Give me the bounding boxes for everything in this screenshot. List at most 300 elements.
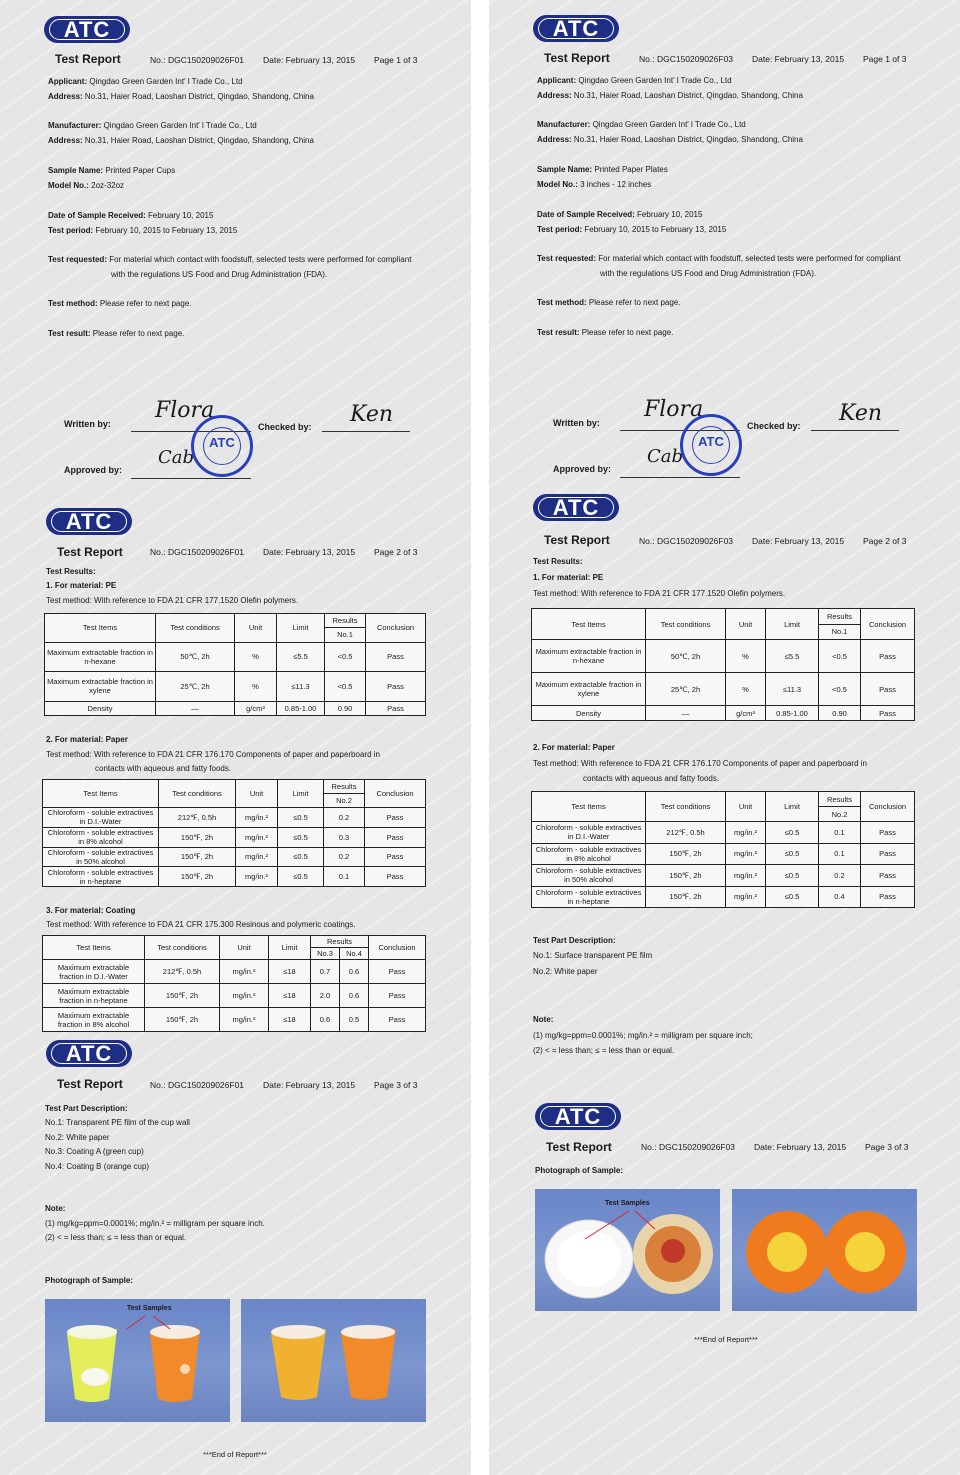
paper-results-table bbox=[42, 779, 426, 887]
approved-by-label: Approved by: bbox=[553, 464, 612, 474]
th-results: Results bbox=[819, 792, 861, 807]
cell: 0.3 bbox=[324, 827, 365, 847]
cell: Pass bbox=[365, 867, 426, 887]
cell: Pass bbox=[365, 827, 426, 847]
cell: Pass bbox=[861, 640, 915, 673]
cell: 212℉, 0.5h bbox=[646, 822, 726, 844]
result-value: Please refer to next page. bbox=[92, 329, 185, 338]
th-test-items: Test Items bbox=[532, 609, 646, 640]
cell: ≤0.5 bbox=[766, 843, 819, 865]
cell: Pass bbox=[365, 808, 426, 828]
material-pe-heading: 1. For material: PE bbox=[46, 581, 117, 590]
atc-logo: ATC bbox=[46, 508, 132, 535]
note-title: Note: bbox=[533, 1015, 554, 1024]
cell: Pass bbox=[366, 642, 426, 672]
report-date: Date: February 13, 2015 bbox=[263, 1080, 356, 1090]
cell: <0.5 bbox=[819, 640, 861, 673]
cell: Chloroform - soluble extractives in 50% alcohol bbox=[532, 865, 646, 887]
cell: <0.5 bbox=[819, 673, 861, 706]
report-header bbox=[546, 1140, 612, 1154]
page-number: Page 2 of 3 bbox=[374, 547, 418, 557]
cell: Density bbox=[532, 706, 646, 721]
cell: mg/in.² bbox=[726, 865, 766, 887]
atc-logo: ATC bbox=[533, 494, 619, 521]
cell: 0.6 bbox=[311, 1008, 340, 1032]
sample-photo-cups-2 bbox=[241, 1299, 426, 1422]
photo-caption: Test Samples bbox=[127, 1305, 172, 1312]
part-item: No.2: White paper bbox=[533, 967, 598, 976]
requested-value: For material which contact with foodstuff, selected tests were performed for compliant bbox=[109, 255, 412, 264]
th-conclusion: Conclusion bbox=[369, 936, 426, 960]
cell: ≤18 bbox=[269, 1008, 311, 1032]
cell: ≤18 bbox=[269, 960, 311, 984]
report-header bbox=[55, 52, 121, 66]
method-value: Please refer to next page. bbox=[588, 298, 681, 307]
report-header bbox=[57, 545, 123, 559]
pe-results-table bbox=[531, 608, 915, 721]
report-date: Date: February 13, 2015 bbox=[263, 547, 356, 557]
part-item: No.1: Surface transparent PE film bbox=[533, 951, 653, 960]
table-row bbox=[43, 1008, 426, 1032]
material-paper-heading: 2. For material: Paper bbox=[533, 743, 615, 752]
th-test-items: Test Items bbox=[43, 780, 159, 808]
cell: Chloroform - soluble extractives in D.I.-Water bbox=[43, 808, 159, 828]
applicant-label: Applicant: bbox=[48, 77, 88, 86]
period-value: February 10, 2015 to February 13, 2015 bbox=[95, 226, 238, 235]
model-value: 2oz-32oz bbox=[91, 181, 125, 190]
cell: Pass bbox=[369, 1008, 426, 1032]
address-label: Address: bbox=[537, 91, 572, 100]
cell: g/cm³ bbox=[726, 706, 766, 721]
th-sample-no: No.2 bbox=[819, 807, 861, 822]
cell: 0.85-1.00 bbox=[766, 706, 819, 721]
applicant-value: Qingdao Green Garden Int' l Trade Co., Ltd bbox=[89, 77, 243, 86]
th-conclusion: Conclusion bbox=[861, 609, 915, 640]
cell: 0.4 bbox=[819, 886, 861, 908]
th-sample-no: No.1 bbox=[819, 624, 861, 640]
cell: 212℉, 0.5h bbox=[145, 960, 220, 984]
cell: 150℉, 2h bbox=[159, 847, 236, 867]
note-item: (1) mg/kg=ppm=0.0001%; mg/in.² = milligram per square inch. bbox=[45, 1219, 265, 1228]
th-test-items: Test Items bbox=[532, 792, 646, 822]
table-row bbox=[43, 867, 426, 887]
cell: 0.1 bbox=[819, 822, 861, 844]
cell: 50℃, 2h bbox=[646, 640, 726, 673]
cell: Pass bbox=[365, 847, 426, 867]
period-label: Test period: bbox=[537, 225, 583, 234]
written-signature: Flora bbox=[155, 398, 215, 423]
cups-illustration bbox=[45, 1299, 230, 1422]
material-paper-heading: 2. For material: Paper bbox=[46, 735, 128, 744]
address-line-2 bbox=[48, 136, 314, 145]
address-label: Address: bbox=[537, 135, 572, 144]
th-test-conditions: Test conditions bbox=[145, 936, 220, 960]
manufacturer-value: Qingdao Green Garden Int' l Trade Co., Ltd bbox=[103, 121, 257, 130]
cell: mg/in.² bbox=[220, 984, 269, 1008]
period-line bbox=[537, 225, 726, 234]
report-date: Date: February 13, 2015 bbox=[754, 1142, 847, 1152]
approved-signature: Cab bbox=[647, 446, 684, 467]
cell: <0.5 bbox=[325, 672, 366, 702]
written-signature: Flora bbox=[644, 397, 704, 422]
result-value: Please refer to next page. bbox=[581, 328, 674, 337]
table-row bbox=[43, 827, 426, 847]
cell: 25℃, 2h bbox=[156, 672, 235, 702]
approved-signature: Cab bbox=[158, 447, 195, 468]
cell: 0.90 bbox=[819, 706, 861, 721]
cell: — bbox=[646, 706, 726, 721]
applicant-line bbox=[48, 77, 243, 86]
received-label: Date of Sample Received: bbox=[48, 211, 146, 220]
material-pe-method: Test method: With reference to FDA 21 CFR 177.1520 Olefin polymers. bbox=[46, 596, 299, 605]
table-row bbox=[43, 808, 426, 828]
result-line bbox=[48, 329, 184, 338]
requested-label: Test requested: bbox=[537, 254, 596, 263]
cell: 0.85-1.00 bbox=[277, 701, 325, 715]
cell: Maximum extractable fraction in D.I.-Water bbox=[43, 960, 145, 984]
atc-logo: ATC bbox=[533, 15, 619, 42]
cell: mg/in.² bbox=[220, 960, 269, 984]
cell: ≤11.3 bbox=[766, 673, 819, 706]
cell: — bbox=[156, 701, 235, 715]
model-label: Model No.: bbox=[48, 181, 89, 190]
cell: mg/in.² bbox=[726, 886, 766, 908]
th-test-conditions: Test conditions bbox=[646, 792, 726, 822]
th-sample-no: No.2 bbox=[324, 794, 365, 808]
cell: 212℉, 0.5h bbox=[159, 808, 236, 828]
method-line bbox=[537, 298, 681, 307]
page-number: Page 1 of 3 bbox=[374, 55, 418, 65]
table-row bbox=[532, 822, 915, 844]
th-test-conditions: Test conditions bbox=[646, 609, 726, 640]
cell: mg/in.² bbox=[220, 1008, 269, 1032]
address-line-2 bbox=[537, 135, 803, 144]
result-label: Test result: bbox=[537, 328, 580, 337]
received-line bbox=[48, 211, 213, 220]
method-value: Please refer to next page. bbox=[99, 299, 192, 308]
approved-by-label: Approved by: bbox=[64, 465, 123, 475]
th-limit: Limit bbox=[766, 609, 819, 640]
cell: 0.2 bbox=[324, 808, 365, 828]
address-value: No.31, Haier Road, Laoshan District, Qingdao, Shandong, China bbox=[84, 136, 314, 145]
th-sample-no: No.1 bbox=[325, 628, 366, 642]
table-row bbox=[45, 701, 426, 715]
cell: ≤18 bbox=[269, 984, 311, 1008]
material-pe-method: Test method: With reference to FDA 21 CFR 177.1520 Olefin polymers. bbox=[533, 589, 786, 598]
sample-photo-plates-1 bbox=[535, 1189, 720, 1311]
requested-line bbox=[537, 254, 900, 263]
table-row bbox=[43, 984, 426, 1008]
atc-logo: ATC bbox=[44, 16, 130, 43]
table-row bbox=[532, 865, 915, 887]
cell: Pass bbox=[369, 984, 426, 1008]
received-label: Date of Sample Received: bbox=[537, 210, 635, 219]
manufacturer-label: Manufacturer: bbox=[537, 120, 591, 129]
part-description-title: Test Part Description: bbox=[533, 936, 616, 945]
th-unit: Unit bbox=[236, 780, 278, 808]
method-line bbox=[48, 299, 192, 308]
address-value: No.31, Haier Road, Laoshan District, Qingdao, Shandong, China bbox=[573, 135, 803, 144]
address-line bbox=[537, 91, 803, 100]
report-title: Test Report bbox=[544, 533, 610, 547]
manufacturer-line bbox=[537, 120, 746, 129]
report-title: Test Report bbox=[57, 1077, 123, 1091]
th-unit: Unit bbox=[726, 792, 766, 822]
requested-line-2: with the regulations US Food and Drug Administration (FDA). bbox=[600, 269, 817, 278]
requested-label: Test requested: bbox=[48, 255, 107, 264]
atc-logo: ATC bbox=[46, 1040, 132, 1067]
cell: 150℉, 2h bbox=[646, 843, 726, 865]
applicant-value: Qingdao Green Garden Int' l Trade Co., Ltd bbox=[578, 76, 732, 85]
address-line bbox=[48, 92, 314, 101]
th-conclusion: Conclusion bbox=[365, 780, 426, 808]
th-limit: Limit bbox=[277, 614, 325, 643]
atc-approved-stamp: ATC bbox=[191, 415, 253, 477]
report-number: No.: DGC150209026F03 bbox=[639, 536, 734, 546]
plates-illustration bbox=[732, 1189, 917, 1311]
page-number: Page 3 of 3 bbox=[374, 1080, 418, 1090]
cell: 150℉, 2h bbox=[145, 1008, 220, 1032]
report-number: No.: DGC150209026F01 bbox=[150, 1080, 245, 1090]
report-header bbox=[544, 51, 610, 65]
th-test-conditions: Test conditions bbox=[156, 614, 235, 643]
th-limit: Limit bbox=[766, 792, 819, 822]
written-by-label: Written by: bbox=[64, 419, 111, 429]
period-line bbox=[48, 226, 237, 235]
material-paper-method: Test method: With reference to FDA 21 CFR 176.170 Components of paper and paperboard in bbox=[46, 750, 380, 759]
cell: 50℃, 2h bbox=[156, 642, 235, 672]
th-unit: Unit bbox=[726, 609, 766, 640]
cell: mg/in.² bbox=[726, 822, 766, 844]
sample-name-value: Printed Paper Cups bbox=[105, 166, 176, 175]
report-title: Test Report bbox=[55, 52, 121, 66]
table-row bbox=[532, 843, 915, 865]
sample-photo-plates-2 bbox=[732, 1189, 917, 1311]
checked-signature: Ken bbox=[350, 402, 394, 427]
report-number: No.: DGC150209026F01 bbox=[150, 55, 245, 65]
cell: Chloroform - soluble extractives in D.I.-Water bbox=[532, 822, 646, 844]
sample-name-value: Printed Paper Plates bbox=[594, 165, 668, 174]
address-label: Address: bbox=[48, 136, 83, 145]
cell: Pass bbox=[861, 865, 915, 887]
checked-signature-line bbox=[322, 431, 410, 432]
table-row bbox=[45, 672, 426, 702]
report-date: Date: February 13, 2015 bbox=[752, 54, 845, 64]
cell: ≤0.5 bbox=[766, 822, 819, 844]
checked-by-label: Checked by: bbox=[747, 421, 801, 431]
written-by-label: Written by: bbox=[553, 418, 600, 428]
cell: ≤0.5 bbox=[766, 865, 819, 887]
part-item: No.4: Coating B (orange cup) bbox=[45, 1162, 150, 1171]
table-row bbox=[532, 886, 915, 908]
report-date: Date: February 13, 2015 bbox=[263, 55, 356, 65]
report-number: No.: DGC150209026F01 bbox=[150, 547, 245, 557]
cell: Maximum extractable fraction in n-hexane bbox=[45, 642, 156, 672]
sample-photo-cups-1 bbox=[45, 1299, 230, 1422]
cell: Chloroform - soluble extractives in 50% alcohol bbox=[43, 847, 159, 867]
cell: % bbox=[235, 642, 277, 672]
cell: % bbox=[235, 672, 277, 702]
cell: mg/in.² bbox=[726, 843, 766, 865]
report-number: No.: DGC150209026F03 bbox=[641, 1142, 736, 1152]
period-label: Test period: bbox=[48, 226, 94, 235]
note-item: (2) < = less than; ≤ = less than or equal. bbox=[45, 1233, 187, 1242]
atc-approved-stamp: ATC bbox=[680, 414, 742, 476]
note-title: Note: bbox=[45, 1204, 66, 1213]
model-label: Model No.: bbox=[537, 180, 578, 189]
photo-caption: Test Samples bbox=[605, 1200, 650, 1207]
th-sample-no3: No.3 bbox=[311, 948, 340, 960]
th-sample-no4: No.4 bbox=[340, 948, 369, 960]
report-title: Test Report bbox=[546, 1140, 612, 1154]
cell: Chloroform - soluble extractives in n-heptane bbox=[532, 886, 646, 908]
table-row bbox=[532, 673, 915, 706]
cell: g/cm³ bbox=[235, 701, 277, 715]
manufacturer-line bbox=[48, 121, 257, 130]
requested-line-2: with the regulations US Food and Drug Administration (FDA). bbox=[111, 270, 328, 279]
cups-illustration bbox=[241, 1299, 426, 1422]
cell: Chloroform - soluble extractives in 8% alcohol bbox=[532, 843, 646, 865]
cell: ≤0.5 bbox=[278, 847, 324, 867]
table-row bbox=[43, 847, 426, 867]
cell: Pass bbox=[861, 822, 915, 844]
model-value: 3 inches - 12 inches bbox=[580, 180, 652, 189]
cell: mg/in.² bbox=[236, 827, 278, 847]
cell: Pass bbox=[861, 673, 915, 706]
method-label: Test method: bbox=[48, 299, 98, 308]
left-report-column bbox=[0, 0, 471, 1475]
part-item: No.1: Transparent PE film of the cup wall bbox=[45, 1118, 190, 1127]
cell: 0.2 bbox=[819, 865, 861, 887]
material-pe-heading: 1. For material: PE bbox=[533, 573, 604, 582]
address-value: No.31, Haier Road, Laoshan District, Qingdao, Shandong, China bbox=[84, 92, 314, 101]
pe-results-table bbox=[44, 613, 426, 716]
cell: Pass bbox=[366, 672, 426, 702]
cell: Maximum extractable fraction in n-hexane bbox=[532, 640, 646, 673]
paper-results-table bbox=[531, 791, 915, 908]
cell: 150℉, 2h bbox=[145, 984, 220, 1008]
report-header bbox=[544, 533, 610, 547]
cell: % bbox=[726, 673, 766, 706]
th-test-items: Test Items bbox=[43, 936, 145, 960]
part-item: No.3: Coating A (green cup) bbox=[45, 1147, 144, 1156]
cell: <0.5 bbox=[325, 642, 366, 672]
cell: Pass bbox=[861, 886, 915, 908]
address-value: No.31, Haier Road, Laoshan District, Qingdao, Shandong, China bbox=[573, 91, 803, 100]
checked-signature-line bbox=[811, 430, 899, 431]
cell: 25℃, 2h bbox=[646, 673, 726, 706]
atc-logo: ATC bbox=[535, 1103, 621, 1130]
period-value: February 10, 2015 to February 13, 2015 bbox=[584, 225, 727, 234]
sample-name-label: Sample Name: bbox=[537, 165, 593, 174]
part-description-title: Test Part Description: bbox=[45, 1104, 128, 1113]
th-results: Results bbox=[819, 609, 861, 625]
applicant-line bbox=[537, 76, 732, 85]
table-row bbox=[532, 706, 915, 721]
note-item: (1) mg/kg=ppm=0.0001%; mg/in.² = milligram per square inch; bbox=[533, 1031, 753, 1040]
sample-name-label: Sample Name: bbox=[48, 166, 104, 175]
cell: Maximum extractable fraction in xylene bbox=[532, 673, 646, 706]
model-line bbox=[537, 180, 651, 189]
th-results: Results bbox=[324, 780, 365, 794]
received-line bbox=[537, 210, 702, 219]
cell: 150℉, 2h bbox=[159, 867, 236, 887]
cell: Maximum extractable fraction in n-heptane bbox=[43, 984, 145, 1008]
cell: 150℉, 2h bbox=[646, 865, 726, 887]
cell: 0.5 bbox=[340, 1008, 369, 1032]
cell: 0.6 bbox=[340, 984, 369, 1008]
end-of-report: ***End of Report*** bbox=[203, 1450, 267, 1459]
th-results: Results bbox=[325, 614, 366, 628]
material-paper-method: Test method: With reference to FDA 21 CFR 176.170 Components of paper and paperboard in bbox=[533, 759, 867, 768]
th-limit: Limit bbox=[278, 780, 324, 808]
cell: ≤5.5 bbox=[277, 642, 325, 672]
results-title: Test Results: bbox=[46, 567, 96, 576]
cell: Pass bbox=[861, 706, 915, 721]
material-coating-method: Test method: With reference to FDA 21 CFR 175.300 Resinous and polymeric coatings. bbox=[46, 920, 356, 929]
result-label: Test result: bbox=[48, 329, 91, 338]
plates-illustration bbox=[535, 1189, 720, 1311]
end-of-report: ***End of Report*** bbox=[694, 1335, 758, 1344]
th-unit: Unit bbox=[220, 936, 269, 960]
sample-name-line bbox=[537, 165, 668, 174]
cell: mg/in.² bbox=[236, 847, 278, 867]
report-number: No.: DGC150209026F03 bbox=[639, 54, 734, 64]
checked-signature: Ken bbox=[839, 401, 883, 426]
cell: ≤0.5 bbox=[278, 808, 324, 828]
th-limit: Limit bbox=[269, 936, 311, 960]
th-test-items: Test Items bbox=[45, 614, 156, 643]
sample-name-line bbox=[48, 166, 175, 175]
cell: 2.0 bbox=[311, 984, 340, 1008]
table-row bbox=[45, 642, 426, 672]
cell: mg/in.² bbox=[236, 867, 278, 887]
cell: Pass bbox=[369, 960, 426, 984]
right-report-column bbox=[489, 0, 960, 1475]
cell: 0.90 bbox=[325, 701, 366, 715]
address-label: Address: bbox=[48, 92, 83, 101]
photo-title: Photograph of Sample: bbox=[45, 1276, 133, 1285]
cell: Pass bbox=[861, 843, 915, 865]
report-header bbox=[57, 1077, 123, 1091]
applicant-label: Applicant: bbox=[537, 76, 577, 85]
page-number: Page 1 of 3 bbox=[863, 54, 907, 64]
th-unit: Unit bbox=[235, 614, 277, 643]
th-results: Results bbox=[311, 936, 369, 948]
cell: Pass bbox=[366, 701, 426, 715]
cell: 150℉, 2h bbox=[159, 827, 236, 847]
photo-title: Photograph of Sample: bbox=[535, 1166, 623, 1175]
model-line bbox=[48, 181, 124, 190]
approved-signature-line bbox=[131, 478, 251, 479]
cell: 150℉, 2h bbox=[646, 886, 726, 908]
checked-by-label: Checked by: bbox=[258, 422, 312, 432]
cell: Maximum extractable fraction in 8% alcohol bbox=[43, 1008, 145, 1032]
cell: ≤0.5 bbox=[278, 827, 324, 847]
cell: Maximum extractable fraction in xylene bbox=[45, 672, 156, 702]
requested-value: For material which contact with foodstuff, selected tests were performed for compliant bbox=[598, 254, 901, 263]
cell: ≤5.5 bbox=[766, 640, 819, 673]
th-conclusion: Conclusion bbox=[861, 792, 915, 822]
part-item: No.2: White paper bbox=[45, 1133, 110, 1142]
material-paper-method-2: contacts with aqueous and fatty foods. bbox=[583, 774, 720, 783]
requested-line bbox=[48, 255, 411, 264]
received-value: February 10, 2015 bbox=[148, 211, 214, 220]
received-value: February 10, 2015 bbox=[637, 210, 703, 219]
report-title: Test Report bbox=[544, 51, 610, 65]
th-test-conditions: Test conditions bbox=[159, 780, 236, 808]
manufacturer-label: Manufacturer: bbox=[48, 121, 102, 130]
